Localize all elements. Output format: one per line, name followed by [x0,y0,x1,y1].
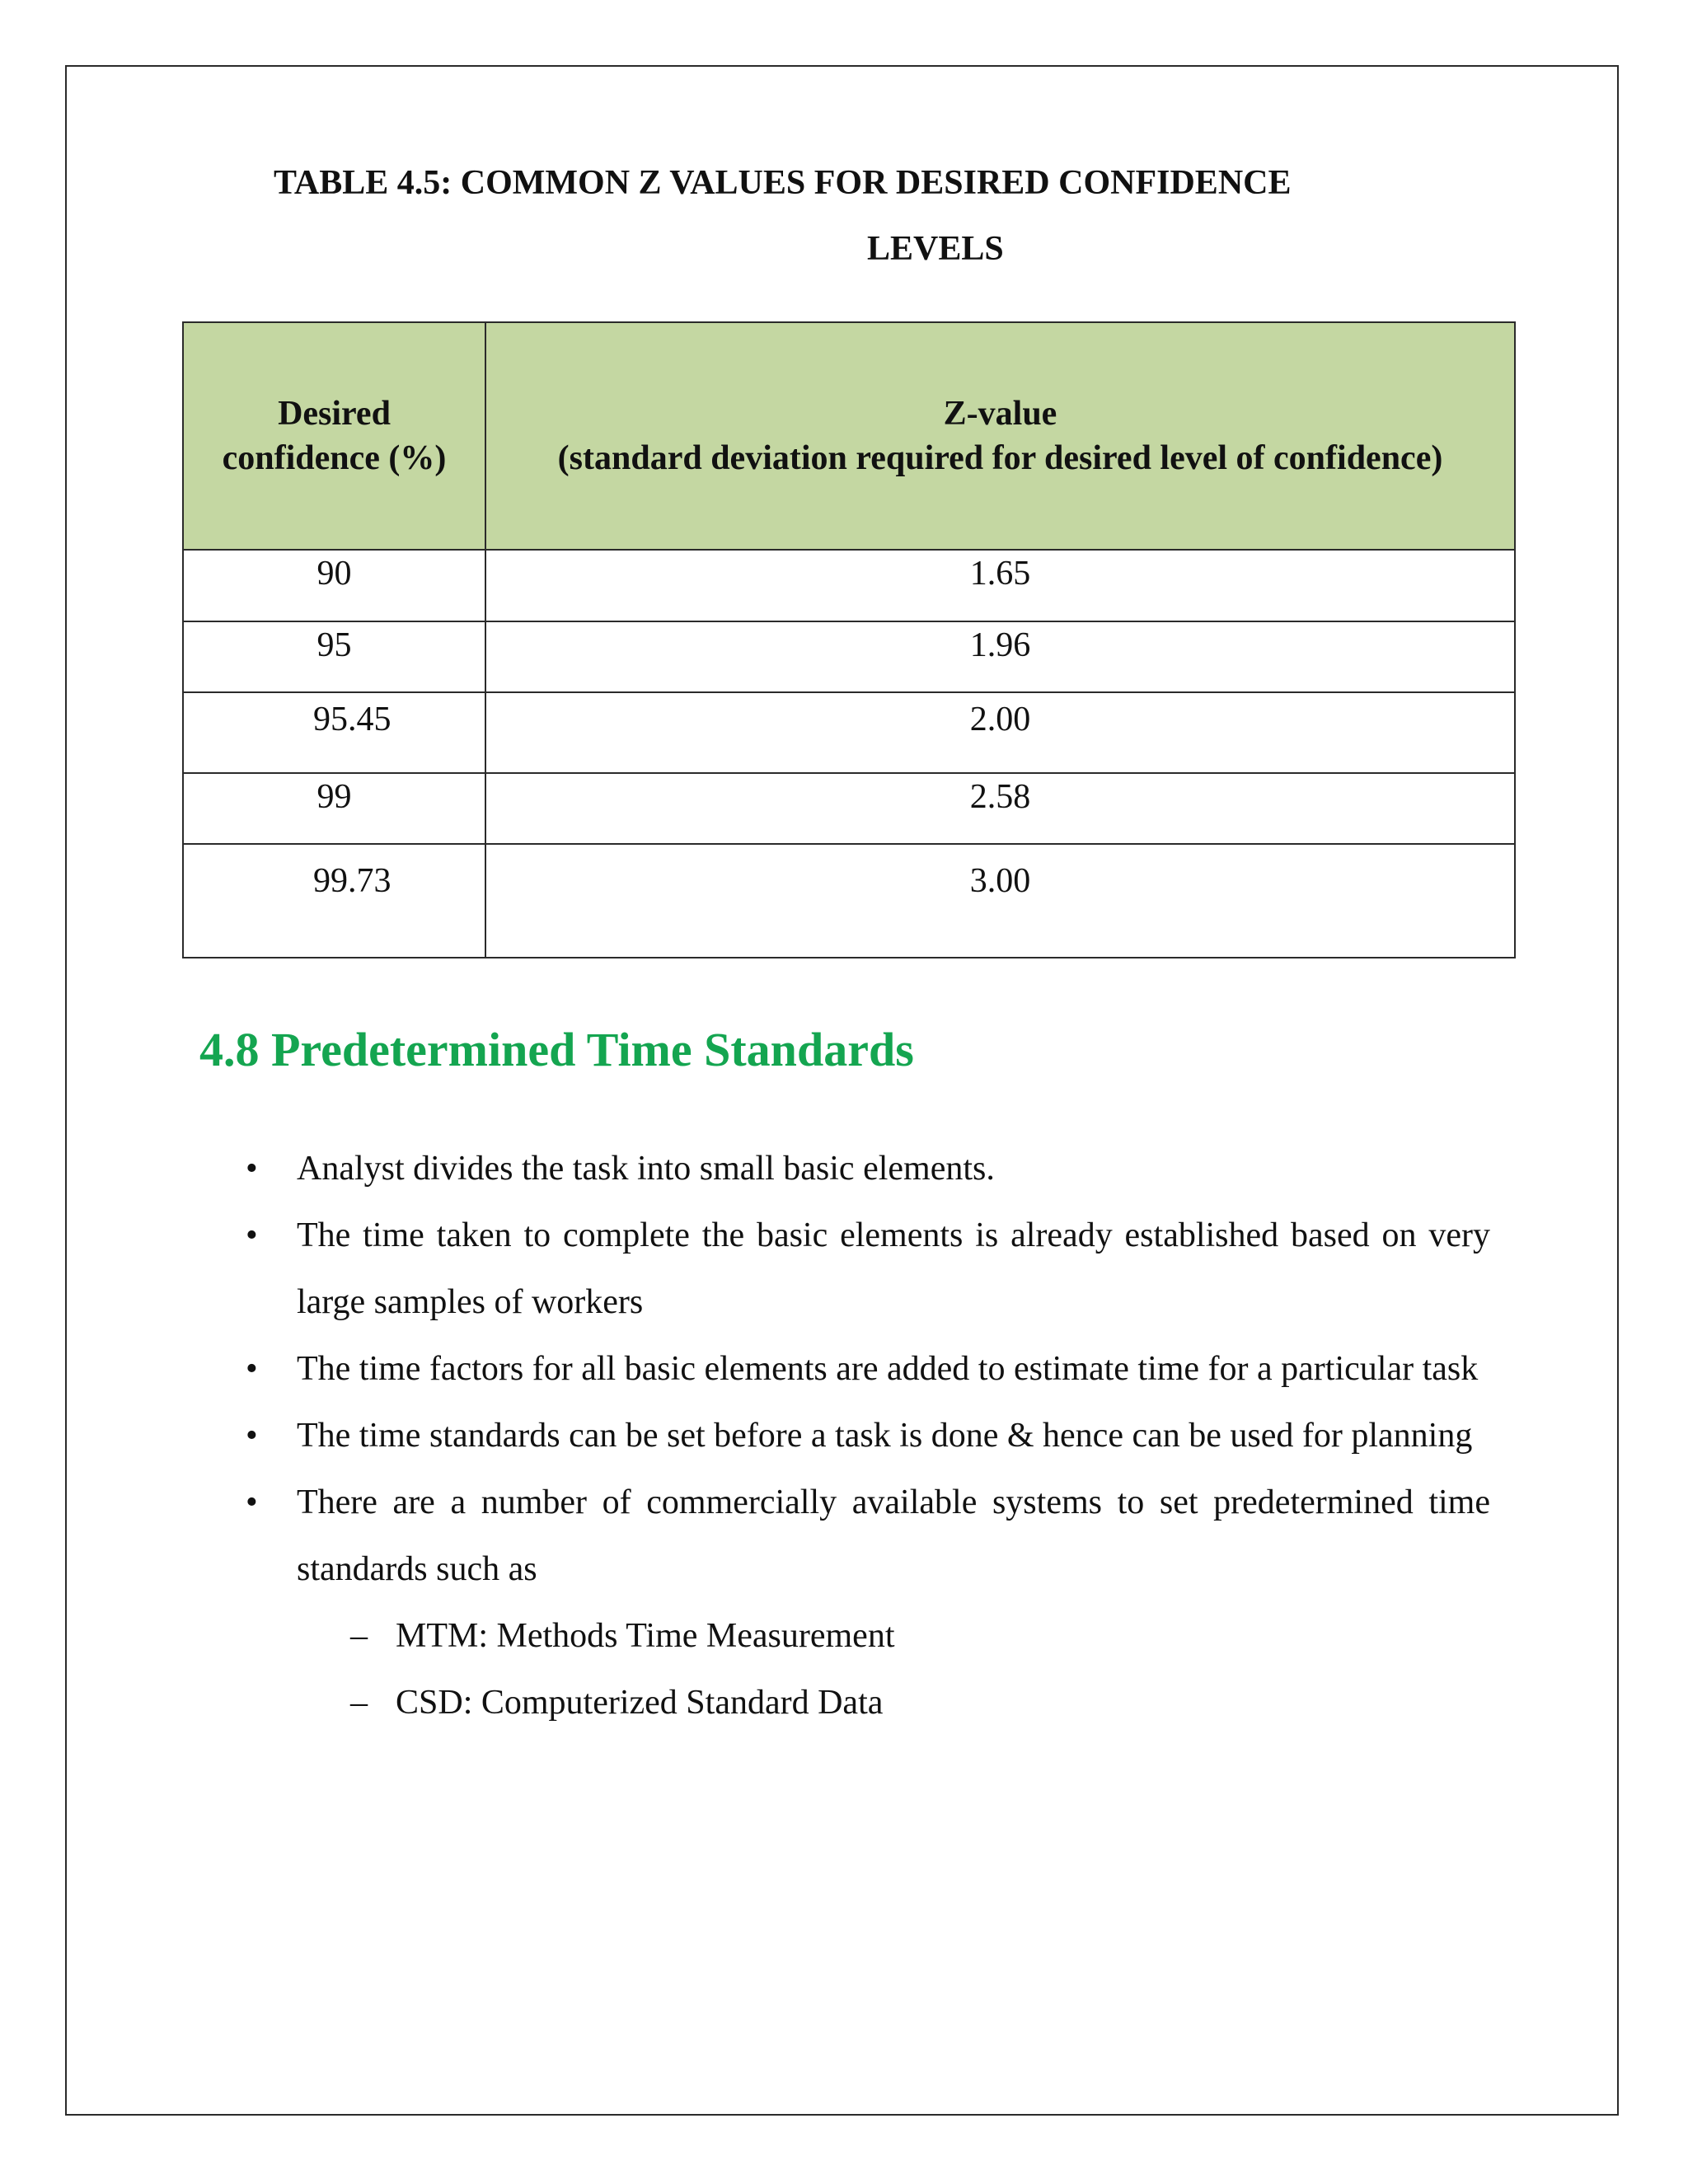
table-row [183,621,1515,692]
confidence-cell: 95 [183,621,485,692]
header-col2-line2: (standard deviation required for desired level of confidence) [557,439,1443,477]
z-value-cell: 2.00 [485,692,1515,773]
header-col1-line1: Desired [278,395,391,433]
table-row [183,844,1515,958]
confidence-cell: 99 [183,773,485,844]
dash-icon: – [350,1684,368,1722]
list-item-text: The time taken to complete the basic elements is already established based on very large samples of workers [297,1216,1490,1321]
bullet-icon: • [246,1216,258,1254]
header-col2-line1: Z-value [943,395,1057,433]
bullet-icon: • [246,1483,258,1521]
table-title-line1: TABLE 4.5: COMMON Z VALUES FOR DESIRED CONFIDENCE [274,164,1292,202]
table-row [183,773,1515,844]
confidence-cell: 99.73 [183,844,485,958]
sub-list-item [350,1670,1490,1736]
list-item-text: The time factors for all basic elements are added to estimate time for a particular task [297,1350,1479,1388]
sub-list-item [350,1603,1490,1670]
z-values-table [182,321,1516,958]
bullet-icon: • [246,1417,258,1455]
table-row [183,550,1515,621]
list-item-text: Analyst divides the task into small basic elements. [297,1150,995,1188]
list-item-text: The time standards can be set before a task is done & hence can be used for planning [297,1417,1473,1455]
list-item-text: There are a number of commercially available systems to set predetermined time standards such as [297,1483,1490,1588]
list-item [246,1336,1490,1403]
z-value-cell: 2.58 [485,773,1515,844]
header-col1-line2: confidence (%) [222,439,447,477]
sub-list-item-text: CSD: Computerized Standard Data [396,1684,884,1722]
list-item [246,1202,1490,1336]
list-item [246,1136,1490,1202]
z-value-cell: 1.96 [485,621,1515,692]
z-value-cell: 3.00 [485,844,1515,958]
z-value-cell: 1.65 [485,550,1515,621]
dash-icon: – [350,1617,368,1655]
bullet-list [246,1136,1490,1736]
table-row [183,692,1515,773]
confidence-cell: 90 [183,550,485,621]
bullet-icon: • [246,1350,258,1388]
header-desired-confidence [183,322,485,550]
list-item [246,1403,1490,1469]
header-z-value [485,322,1515,550]
table-header-row [183,322,1515,550]
section-heading: 4.8 Predetermined Time Standards [199,1023,914,1076]
sub-list [297,1603,1490,1736]
sub-list-item-text: MTM: Methods Time Measurement [396,1617,895,1655]
confidence-cell: 95.45 [183,692,485,773]
bullet-icon: • [246,1150,258,1188]
table-title-line2: LEVELS [867,230,1004,268]
list-item [246,1469,1490,1736]
